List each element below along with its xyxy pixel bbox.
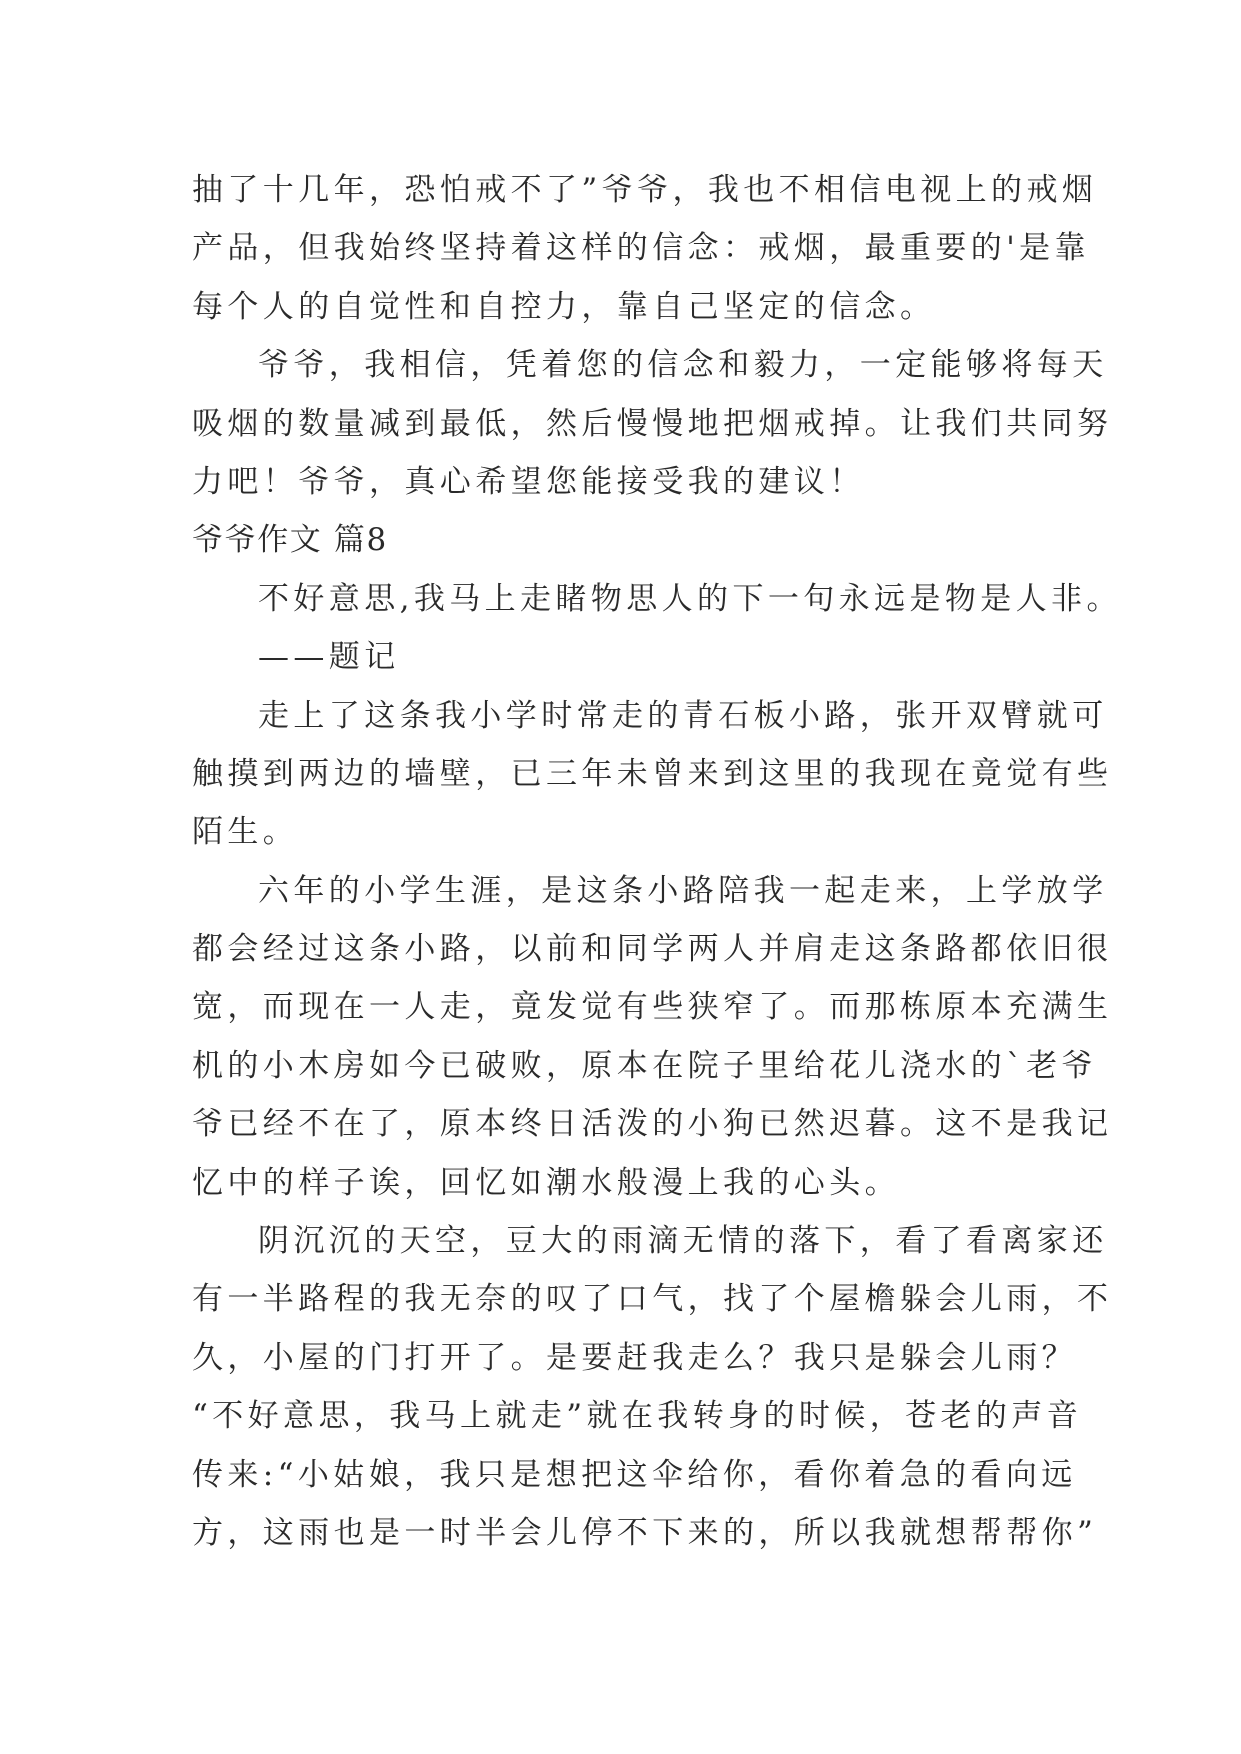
text-line: 触摸到两边的墙壁，已三年未曾来到这里的我现在竟觉有些	[192, 755, 1113, 792]
text-line: 力吧！爷爷，真心希望您能接受我的建议！	[192, 463, 865, 500]
text-line: 方，这雨也是一时半会儿停不下来的，所以我就想帮帮你”	[192, 1514, 1098, 1551]
text-line: 都会经过这条小路，以前和同学两人并肩走这条路都依旧很	[192, 931, 1113, 968]
text-line: 爷已经不在了，原本终日活泼的小狗已然迟暮。这不是我记	[192, 1106, 1113, 1143]
section-heading: 爷爷作文 篇8	[192, 522, 388, 559]
text-line: “不好意思，我马上就走”就在我转身的时候，苍老的声音	[192, 1398, 1083, 1435]
text-line: 每个人的自觉性和自控力，靠自己坚定的信念。	[192, 288, 936, 325]
text-line: 产品，但我始终坚持着这样的信念：戒烟，最重要的'是靠	[192, 230, 1090, 267]
text-line: 阴沉沉的天空，豆大的雨滴无情的落下，看了看离家还	[258, 1223, 1108, 1260]
text-line: 吸烟的数量减到最低，然后慢慢地把烟戒掉。让我们共同努	[192, 405, 1113, 442]
text-line: 忆中的样子诶，回忆如潮水般漫上我的心头。	[192, 1164, 900, 1201]
text-line: 六年的小学生涯，是这条小路陪我一起走来，上学放学	[258, 872, 1108, 909]
text-line: 宽，而现在一人走，竟发觉有些狭窄了。而那栋原本充满生	[192, 989, 1113, 1026]
text-line: 走上了这条我小学时常走的青石板小路，张开双臂就可	[258, 697, 1108, 734]
document-body	[192, 161, 1122, 1562]
text-line: 抽了十几年，恐怕戒不了”爷爷，我也不相信电视上的戒烟	[192, 172, 1098, 208]
text-line: 有一半路程的我无奈的叹了口气，找了个屋檐躲会儿雨，不	[192, 1281, 1113, 1318]
text-line: 久，小屋的门打开了。是要赶我走么？我只是躲会儿雨？	[192, 1339, 1077, 1376]
text-line: 机的小木房如今已破败，原本在院子里给花儿浇水的`老爷	[192, 1047, 1097, 1084]
text-line: 陌生。	[192, 814, 299, 851]
text-line: ——题记	[258, 639, 400, 676]
text-line: 爷爷，我相信，凭着您的信念和毅力，一定能够将每天	[258, 347, 1108, 384]
text-line: 传来:“小姑娘，我只是想把这伞给你，看你着急的看向远	[192, 1456, 1077, 1493]
text-line: 不好意思,我马上走睹物思人的下一句永远是物是人非。	[258, 580, 1122, 617]
